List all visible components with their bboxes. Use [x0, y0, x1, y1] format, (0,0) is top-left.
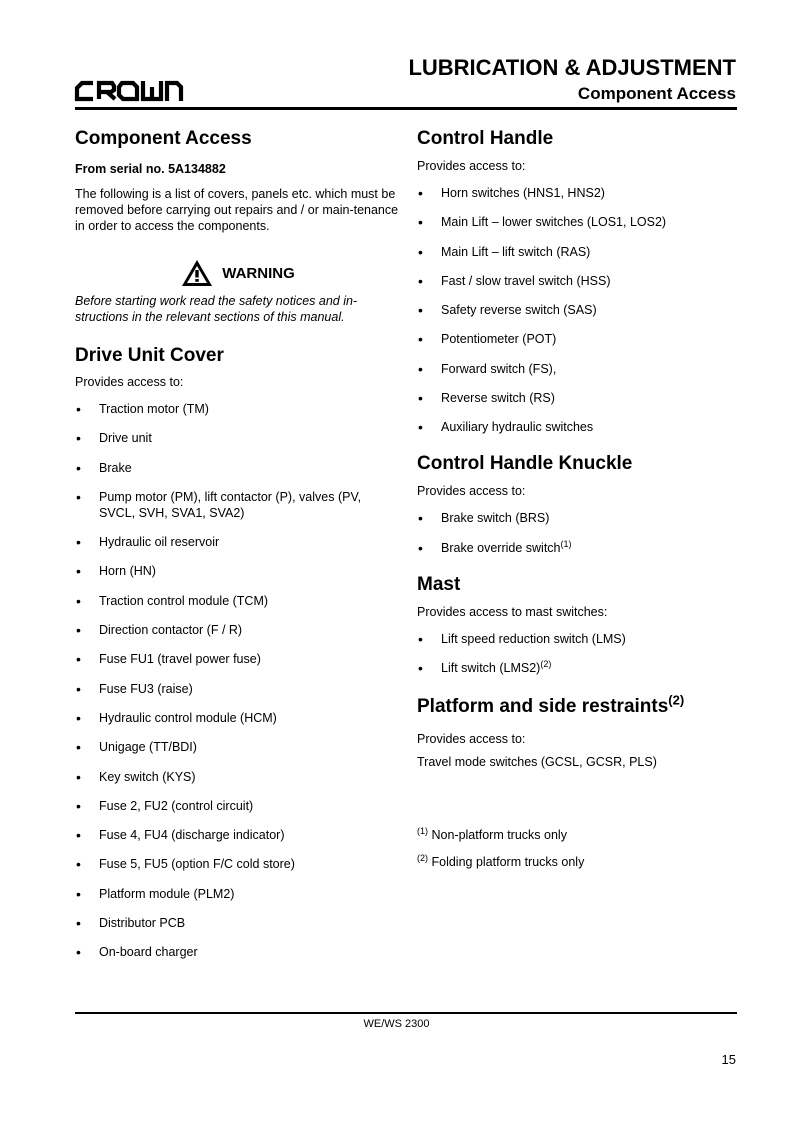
bullet-icon: • [418, 510, 423, 527]
knuckle-list [417, 510, 737, 555]
bullet-icon: • [76, 856, 81, 873]
footer-model: WE/WS 2300 [363, 1018, 430, 1030]
bullet-icon: • [76, 944, 81, 961]
bullet-icon: • [76, 488, 81, 505]
list-item: • Brake [76, 459, 132, 476]
bullet-icon: • [418, 331, 423, 348]
list-item: • Drive unit [76, 430, 152, 447]
list-item: • Brake override switch$^{(1)}$ [418, 538, 572, 556]
bullet-icon: • [76, 709, 81, 726]
bullet-icon: • [76, 827, 81, 844]
bullet-icon: • [76, 622, 81, 639]
bullet-icon: • [418, 630, 423, 647]
list-item: • Lift switch $(LMS2)^{(2)}$ [418, 658, 552, 676]
warning-icon [180, 258, 214, 288]
list-item: • Pump motor (PM), lift contactor (P), valves (PV, SVCL, SVH, SVA1, SVA2) [76, 488, 362, 520]
knuckle-lead: Provides access to: [417, 484, 526, 499]
page-number: 15 [721, 1052, 736, 1067]
bullet-icon: • [418, 243, 423, 260]
bullet-icon: • [418, 419, 423, 436]
bullet-icon: • [76, 563, 81, 580]
control-handle-list [417, 185, 737, 435]
section-heading-control-handle-knuckle: Control Handle Knuckle [417, 453, 633, 475]
list-item: • Traction control module (TCM) [76, 592, 269, 609]
list-item: • Fuse 2, FU2 (control circuit) [76, 797, 254, 814]
list-item: • Brake switch (BRS) [418, 510, 550, 527]
list-item: • Lift speed reduction switch (LMS) [418, 630, 626, 647]
section-heading-platform: Platform and side restraints$^{(2)}$ [417, 692, 685, 717]
bullet-icon: • [418, 272, 423, 289]
list-item: • Hydraulic oil reservoir [76, 534, 220, 551]
footnote-1: $^{(1)}$ Non-platform trucks only [417, 825, 567, 842]
footnote-ref: (1) [560, 538, 572, 549]
header-subtitle: Component Access [577, 84, 736, 103]
section-heading-control-handle: Control Handle [417, 128, 554, 149]
bullet-icon: • [418, 390, 423, 407]
control-handle-lead: Provides access to: [417, 159, 526, 173]
section-heading-mast: Mast [417, 573, 461, 595]
list-item: • Horn (HN) [76, 563, 156, 580]
bullet-icon: • [418, 185, 423, 201]
list-item: • Distributor PCB [76, 915, 186, 932]
list-item: • Fast / slow travel switch (HSS) [418, 272, 611, 289]
bullet-icon: • [418, 214, 423, 231]
list-item: • Fuse FU3 (raise) [76, 680, 193, 697]
list-item: • Safety reverse switch (SAS) [418, 302, 597, 319]
bullet-icon: • [76, 401, 81, 417]
bullet-icon: • [76, 739, 81, 756]
list-item: • Reverse switch (RS) [418, 390, 555, 407]
mast-lead: Provides access to mast switches: [417, 604, 608, 619]
list-item: • Forward switch (FS), [418, 360, 557, 377]
left-column [75, 128, 400, 974]
list-item: • Potentiometer (POT) [418, 331, 557, 348]
section-heading-component-access: Component Access [75, 128, 252, 149]
bullet-icon: • [418, 302, 423, 319]
list-item: • On-board charger [76, 944, 198, 961]
list-item: • Fuse 4, FU4 (discharge indicator) [76, 827, 285, 844]
right-column [417, 128, 737, 870]
footnote-ref: (2) [540, 658, 552, 669]
intro-paragraph: The following is a list of covers, panels etc. which must be removed before carrying out repairs and / or main-tenance in order to access the components. [75, 187, 399, 233]
serial-note: From serial no. 5A134882 [75, 162, 226, 176]
bullet-icon: • [76, 915, 81, 932]
footnote-ref: (2) [668, 692, 685, 708]
section-heading-drive-unit-cover: Drive Unit Cover [75, 345, 224, 366]
bullet-icon: • [418, 539, 423, 556]
footer-rule [75, 1012, 737, 1014]
bullet-icon: • [76, 680, 81, 697]
bullet-icon: • [76, 534, 81, 551]
list-item: • Main Lift – lower switches (LOS1, LOS2) [418, 214, 667, 231]
list-item: • Horn switches (HNS1, HNS2) [418, 185, 605, 201]
platform-text: Travel mode switches (GCSL, GCSR, PLS) [417, 754, 657, 769]
list-item: • Direction contactor (F / R) [76, 622, 243, 639]
list-item: • Traction motor (TM) [76, 401, 209, 417]
footnote-2: $^{(2)}$ Folding platform trucks only [417, 852, 585, 869]
bullet-icon: • [418, 360, 423, 377]
list-item: • Main Lift – lift switch (RAS) [418, 243, 591, 260]
bullet-icon: • [76, 651, 81, 668]
footnotes [417, 827, 737, 870]
bullet-icon: • [76, 430, 81, 447]
warning-label: WARNING [222, 264, 295, 282]
list-item: • Auxiliary hydraulic switches [418, 419, 594, 436]
list-item: • Fuse FU1 (travel power fuse) [76, 651, 261, 668]
bullet-icon: • [76, 885, 81, 902]
crown-logo [74, 79, 184, 103]
list-item: • Unigage (TT/BDI) [76, 739, 197, 756]
warning-block [75, 258, 400, 288]
header-rule [75, 107, 737, 110]
header-title: LUBRICATION & ADJUSTMENT [408, 55, 736, 80]
list-item: • Fuse 5, FU5 (option F/C cold store) [76, 856, 295, 873]
bullet-icon: • [76, 768, 81, 785]
list-item: • Platform module (PLM2) [76, 885, 235, 902]
mast-list [417, 631, 737, 676]
list-item: • Hydraulic control module (HCM) [76, 709, 277, 726]
bullet-icon: • [418, 659, 423, 676]
list-item: • Key switch (KYS) [76, 768, 196, 785]
bullet-icon: • [76, 592, 81, 609]
bullet-icon: • [76, 459, 81, 476]
bullet-icon: • [76, 797, 81, 814]
drive-unit-list [75, 401, 400, 960]
warning-text: Before starting work read the safety notices and in-structions in the relevant sections of this manual. [75, 294, 358, 324]
drive-unit-lead: Provides access to: [75, 375, 184, 389]
platform-lead: Provides access to: [417, 731, 526, 746]
